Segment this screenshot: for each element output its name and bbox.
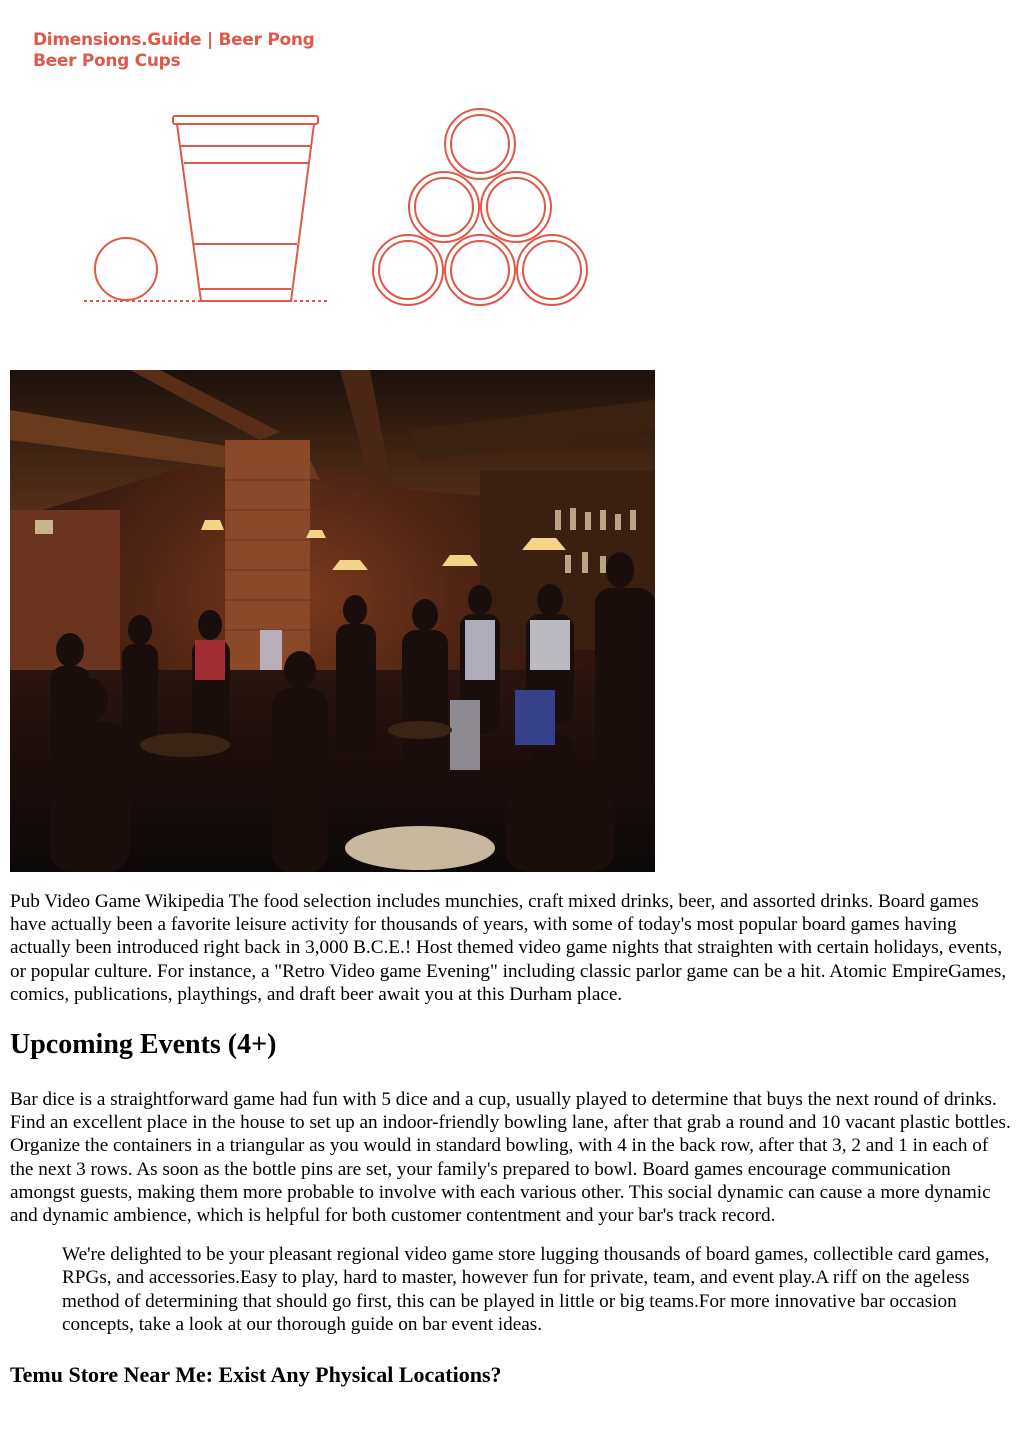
blockquote-paragraph: We're delighted to be your pleasant regional video game store lugging thousands of board games, collectible card games, RPGs, and accessories.Easy to play, hard to master, however fun for private, team, and event play.A riff on the ageless method of determining that should go first, this can be played in little or big teams.For more innovative bar occasion concepts, take a look at our thorough guide on bar event ideas.	[62, 1244, 990, 1335]
article-body	[10, 890, 1014, 1388]
ping-pong-ball-icon	[95, 238, 157, 300]
beer-pong-figure	[0, 0, 660, 360]
intro-paragraph: Pub Video Game Wikipedia The food selection includes munchies, craft mixed drinks, beer, and assorted drinks. Board games have actually been a favorite leisure activity for thousands of years, with some of today's most popular board games having actually been introduced right back in 3,000 B.C.E.! Host themed video game nights that straighten with certain holidays, events, or popular culture. For instance, a "Retro Video game Evening" including classic parlor game can be a hit. Atomic EmpireGames, comics, publications, playthings, and draft beer await you at this Durham place.	[10, 891, 1007, 1005]
events-paragraph: Bar dice is a straightforward game had fun with 5 dice and a cup, usually played to determine that buys the next round of drinks. Find an excellent place in the house to set up an indoor-friendly bowling lane, after that grab a round and 10 vacant plastic bottles. Organize the containers in a triangular as you would in standard bowling, with 4 in the back row, after that 3, 2 and 1 in each of the next 3 rows. As soon as the bottle pins are set, your family's prepared to bowl. Board games encourage communication amongst guests, making them more probable to involve with each various other. This social dynamic can cause a more dynamic and dynamic ambience, which is helpful for both customer contentment and your bar's track record.	[10, 1089, 1011, 1227]
cup-triangle-top-view-icon	[373, 109, 587, 305]
pub-photo	[10, 370, 655, 872]
pub-photo-image	[10, 370, 655, 872]
cup-and-ball-illustration	[0, 0, 660, 360]
temu-store-heading: Temu Store Near Me: Exist Any Physical Locations?	[10, 1362, 502, 1388]
cup-side-view-icon	[173, 116, 318, 301]
figure-title-line-2: Beer Pong Cups	[33, 51, 181, 71]
figure-title-line-1: Dimensions.Guide | Beer Pong	[33, 30, 315, 50]
upcoming-events-heading: Upcoming Events (4+)	[10, 1029, 277, 1061]
